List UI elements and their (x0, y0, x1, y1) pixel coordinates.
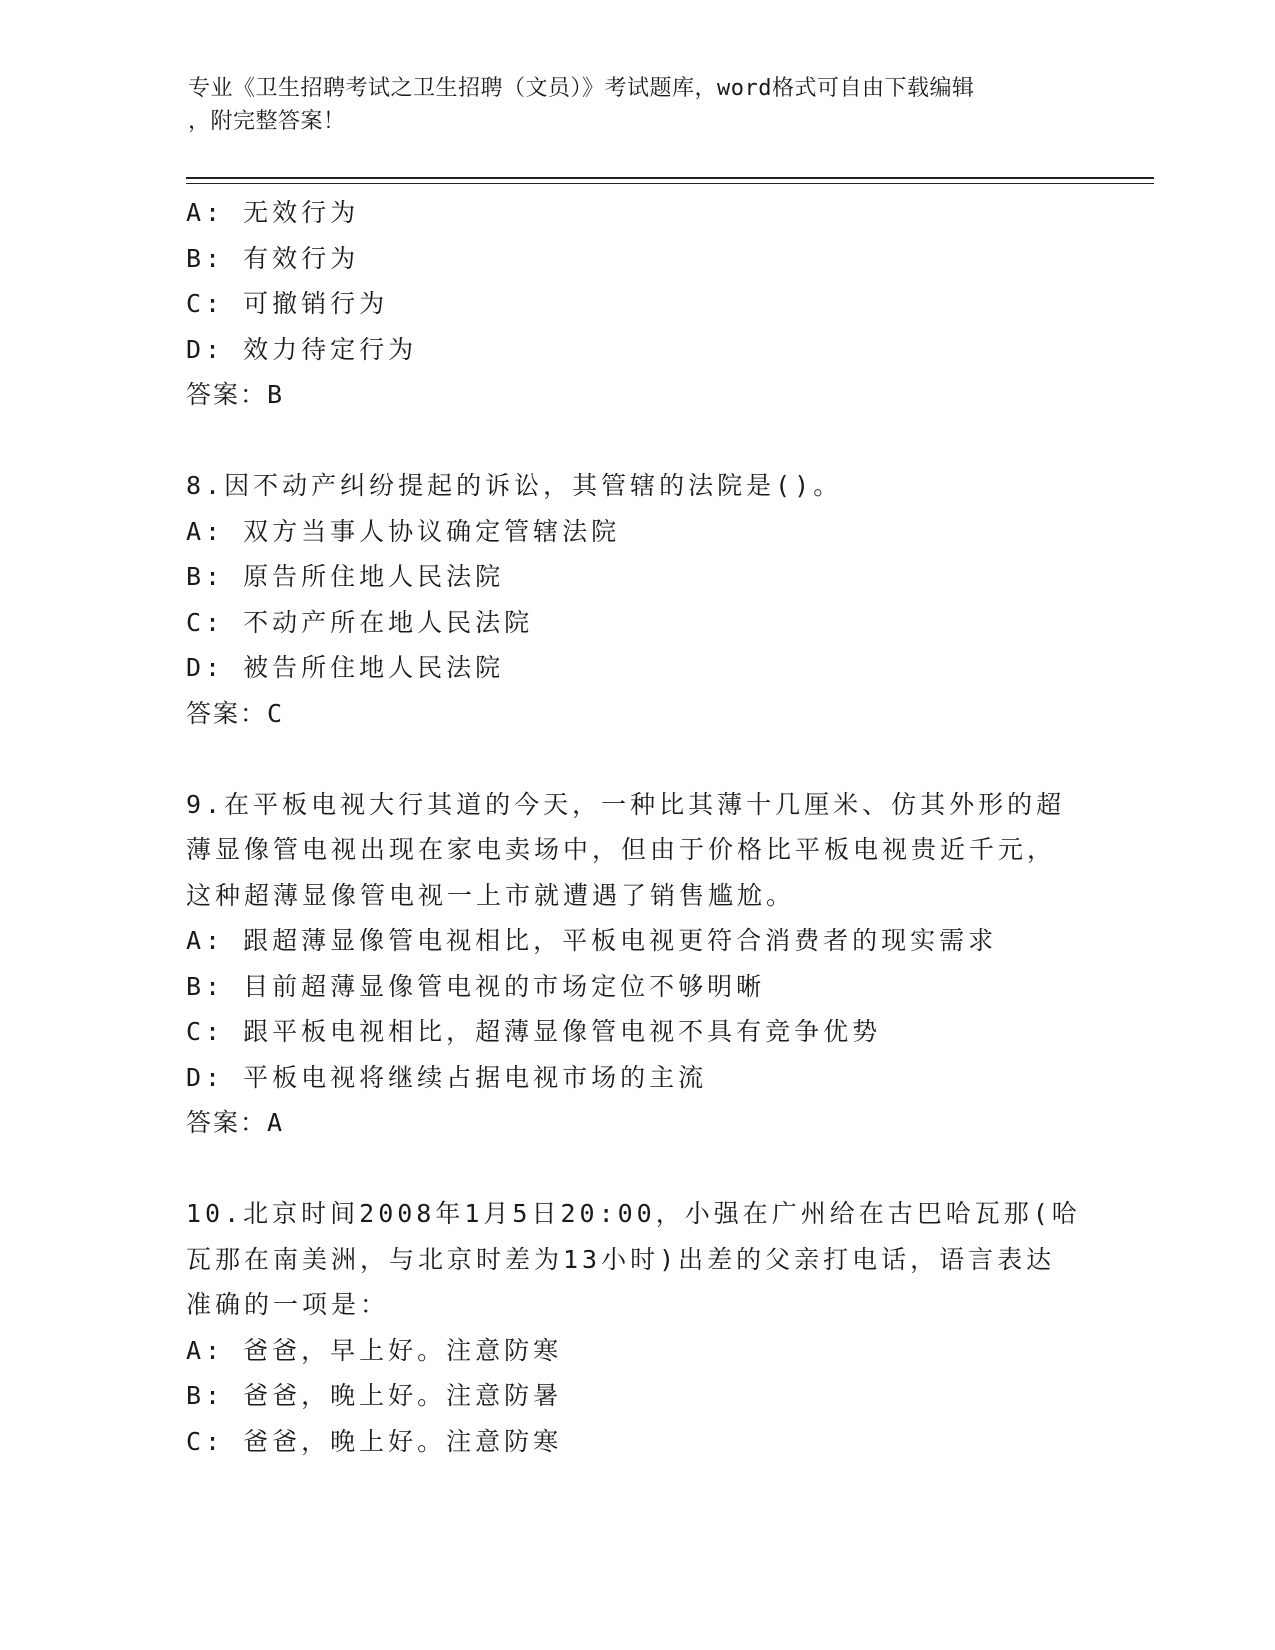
option-b: B: 原告所住地人民法院 (186, 562, 505, 591)
header-divider-thin (186, 183, 1154, 184)
question-stem-line: 准确的一项是： (186, 1290, 390, 1319)
question-spacer (186, 418, 1066, 464)
option-b: B: 目前超薄显像管电视的市场定位不够明晰 (186, 971, 766, 1001)
question-stem-line: 薄显像管电视出现在家电卖场中，但由于价格比平板电视贵近千元， (186, 835, 1057, 864)
question-stem: 8.因不动产纠纷提起的诉讼，其管辖的法院是()。 (186, 471, 843, 500)
option-c: C: 跟平板电视相比，超薄显像管电视不具有竞争优势 (186, 1017, 882, 1046)
question-stem-line: 10.北京时间2008年1月5日20:00，小强在广州给在古巴哈瓦那(哈 (186, 1199, 1081, 1228)
header-divider-thick (186, 177, 1154, 179)
option-a: A: 双方当事人协议确定管辖法院 (186, 516, 621, 546)
question-stem-line: 9.在平板电视大行其道的今天，一种比其薄十几厘米、仿其外形的超 (186, 789, 1066, 819)
option-a: A: 爸爸，早上好。注意防寒 (186, 1335, 563, 1365)
option-b: B: 有效行为 (186, 243, 360, 273)
question-7 (186, 190, 1066, 418)
question-list (186, 190, 1081, 1464)
question-spacer (186, 1146, 1066, 1192)
question-spacer (186, 736, 1066, 782)
header-line-1: 专业《卫生招聘考试之卫生招聘（文员）》考试题库，word格式可自由下载编辑 (188, 76, 975, 101)
answer: 答案：C (186, 698, 285, 728)
option-c: C: 不动产所在地人民法院 (186, 607, 534, 637)
question-9 (186, 782, 1066, 1146)
question-10 (186, 1191, 1081, 1464)
header-line-2: ，附完整答案！ (188, 109, 346, 134)
option-a: A: 跟超薄显像管电视相比，平板电视更符合消费者的现实需求 (186, 926, 998, 955)
document-header (188, 72, 1068, 138)
option-c: C: 爸爸，晚上好。注意防寒 (186, 1426, 563, 1456)
option-c: C: 可撤销行为 (186, 289, 389, 318)
option-d: D: 平板电视将继续占据电视市场的主流 (186, 1062, 708, 1092)
option-d: D: 效力待定行为 (186, 334, 418, 364)
question-stem-line: 这种超薄显像管电视一上市就遭遇了销售尴尬。 (186, 880, 796, 910)
answer: 答案：B (186, 380, 285, 409)
question-stem-line: 瓦那在南美洲，与北京时差为13小时)出差的父亲打电话，语言表达 (186, 1244, 1056, 1274)
question-8 (186, 463, 1066, 736)
option-b: B: 爸爸，晚上好。注意防暑 (186, 1381, 563, 1410)
option-a: A: 无效行为 (186, 198, 360, 227)
option-d: D: 被告所住地人民法院 (186, 653, 505, 682)
answer: 答案：A (186, 1108, 285, 1137)
